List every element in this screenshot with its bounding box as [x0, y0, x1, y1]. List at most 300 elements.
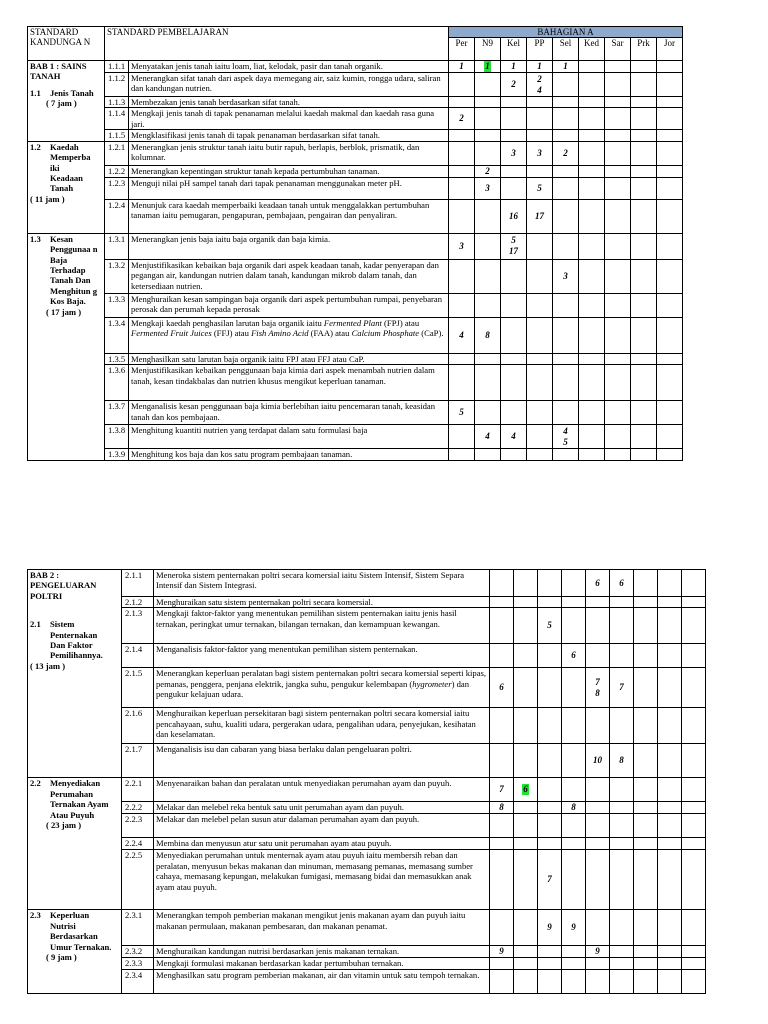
level-cell: [631, 401, 657, 425]
sp-description: [129, 317, 449, 353]
level-cell: [634, 970, 658, 994]
level-cell: [501, 259, 527, 293]
sk-hours: ( 13 jam ): [30, 660, 66, 671]
level-cell: [501, 425, 527, 449]
sp-code: 1.1.2: [105, 73, 129, 97]
level-cell: [490, 970, 514, 994]
sp-description: Menganalisis kesan penggunaan baja kimia berlebihan iaitu pencemaran tanah, keasidan tanah dan kos pembajaan.: [129, 401, 449, 425]
level-cell: [490, 802, 514, 814]
level-cell: [586, 668, 610, 708]
level-cell: [610, 608, 634, 644]
sk-hours: ( 17 jam ): [46, 306, 82, 317]
sp-code: 1.1.5: [105, 130, 129, 141]
sk-number: 2.2: [30, 778, 41, 789]
sp-code: 2.3.3: [122, 958, 154, 970]
level-cell: [538, 708, 562, 744]
sp-description: Menerangkan sifat tanah dari aspek daya memegang air, saiz kumin, rongga udara, saliran dan kandungan nutrien.: [129, 73, 449, 97]
sp-description: Menghuraikan keperluan persekitaran bagi sistem penternakan poltri secara komersial iaitu pencahayaan, suhu, kualiti udara, pergerakan udara, pengalihan udara, penyejukan, kesihatan dan keselamatan.: [154, 708, 490, 744]
description-part: ) dan pengukur kelajuan udara.: [156, 678, 470, 700]
level-cell: [449, 353, 475, 364]
sk-hours: ( 11 jam ): [30, 193, 65, 204]
level-cell: [490, 744, 514, 778]
level-cell: [658, 778, 682, 802]
level-cell: [553, 61, 579, 73]
sp-description: Menghasilkan satu program pemberian makanan, air dan vitamin untuk satu tempoh ternakan.: [154, 970, 490, 994]
level-cell: [658, 744, 682, 778]
sk-title: Kesan Penggunaa n Baja Terhadap Tanah Dan Menghitun g Kos Baja.: [50, 233, 98, 307]
level-cell: [514, 910, 538, 946]
level-cell: [682, 708, 706, 744]
level-cell: [658, 608, 682, 644]
level-cell: [631, 233, 657, 259]
sp-description: Menganalisis isu dan cabaran yang biasa berlaku dalan pengeluaran poltri.: [154, 744, 490, 778]
sp-code: 1.3.9: [105, 449, 129, 461]
sp-description: Menguji nilai pH sampel tanah dari tapak penanaman menggunakan meter pH.: [129, 177, 449, 199]
level-cell: [579, 97, 605, 108]
level-cell: [514, 570, 538, 597]
level-value: 9: [595, 946, 600, 957]
level-cell: [475, 130, 501, 141]
level-value: 5: [511, 235, 516, 246]
sp-code: 2.1.2: [122, 597, 154, 608]
level-cell: [449, 177, 475, 199]
level-cell: [682, 597, 706, 608]
level-cell: [553, 199, 579, 233]
bab-title: BAB 1 : SAINS TANAH: [30, 61, 87, 82]
level-cell: [475, 401, 501, 425]
level-cell: [562, 570, 586, 597]
description-part: (CaP).: [419, 328, 444, 339]
level-cell: [579, 401, 605, 425]
level-cell: [586, 838, 610, 850]
sk-title: Jenis Tanah: [50, 87, 94, 98]
sp-code: 1.3.1: [105, 233, 129, 259]
level-cell: [605, 233, 631, 259]
level-cell: [475, 141, 501, 165]
level-cell: [475, 233, 501, 259]
sp-code: 2.2.4: [122, 838, 154, 850]
level-value: 3: [459, 240, 464, 251]
level-cell: [490, 644, 514, 668]
level-value: 3: [511, 147, 516, 158]
level-cell: [501, 401, 527, 425]
level-cell: [527, 130, 553, 141]
table-row: [28, 608, 706, 644]
sp-code: 1.3.8: [105, 425, 129, 449]
level-cell: [501, 449, 527, 461]
level-cell: [658, 597, 682, 608]
level-cell: [475, 97, 501, 108]
level-cell: [586, 814, 610, 838]
level-cell: [634, 778, 658, 802]
level-header: Sar: [605, 38, 631, 61]
sp-description: Melakar dan melebel pelan susun atur dalaman perumahan ayam dan puyuh.: [154, 814, 490, 838]
description-part: (FAA) atau: [308, 328, 352, 339]
level-cell: [562, 708, 586, 744]
level-value: 7: [547, 874, 552, 885]
level-cell: [538, 802, 562, 814]
level-value: 17: [509, 246, 519, 257]
level-cell: [449, 365, 475, 401]
level-cell: [586, 597, 610, 608]
level-header: N9: [475, 38, 501, 61]
level-cell: [631, 165, 657, 177]
level-cell: [527, 141, 553, 165]
level-cell: [657, 73, 683, 97]
level-cell: [475, 293, 501, 317]
level-cell: [562, 814, 586, 838]
level-cell: [658, 708, 682, 744]
sp-code: 1.3.4: [105, 317, 129, 353]
level-cell: [475, 165, 501, 177]
level-value: 4: [537, 84, 542, 95]
level-cell: [553, 317, 579, 353]
level-cell: [682, 744, 706, 778]
level-cell: [514, 668, 538, 708]
level-cell: [631, 293, 657, 317]
table-row: [28, 317, 683, 353]
level-cell: [538, 970, 562, 994]
level-cell: [449, 165, 475, 177]
sp-description: Menyatakan jenis tanah iaitu loam, liat, kelodak, pasir dan tanah organik.: [129, 61, 449, 73]
description-part: Menerangkan keperluan peralatan bagi sistem penternakan poltri secara komersial seperti kipas, pemanas, penggera, penjana elektrik, jangka suhu, pengukur kelembapan (: [156, 668, 487, 689]
level-cell: [631, 130, 657, 141]
level-cell: [605, 365, 631, 401]
sp-description: Menjustifikasikan kebaikan penggunaan baja kimia dari aspek menambah nutrien dalam tanah, kesan tindakbalas dan nutrien khusus mengikut keperluan tanaman.: [129, 365, 449, 401]
level-cell: [538, 850, 562, 910]
level-value: 8: [571, 802, 576, 813]
level-cell: [682, 958, 706, 970]
level-cell: [658, 850, 682, 910]
level-cell: [605, 108, 631, 130]
level-value: 5: [547, 620, 552, 631]
level-cell: [682, 644, 706, 668]
sk-cell-2-1: [28, 570, 122, 778]
level-value: 6: [523, 784, 528, 795]
level-cell: [490, 708, 514, 744]
sp-code: 2.1.5: [122, 668, 154, 708]
level-cell: [514, 708, 538, 744]
table-row: [28, 946, 706, 958]
level-cell: [610, 946, 634, 958]
level-cell: [605, 449, 631, 461]
level-cell: [475, 317, 501, 353]
level-cell: [527, 293, 553, 317]
level-cell: [610, 778, 634, 802]
sp-description: Menunjuk cara kaedah memperbaiki keadaan tanah untuk menggalakkan pertumbuhan tanaman iaitu pemugaran, pengapuran, pembajaan, pengairan dan penyaliran.: [129, 199, 449, 233]
level-value: 2: [511, 79, 516, 89]
level-cell: [490, 597, 514, 608]
italic-term: Fish Amino Acid: [251, 328, 309, 339]
sp-description: Meneroka sistem penternakan poltri secara komersial iaitu Sistem Intensif, Sistem Separa Intensif dan Sistem Integrasi.: [154, 570, 490, 597]
level-cell: [538, 644, 562, 668]
level-cell: [586, 608, 610, 644]
level-cell: [682, 850, 706, 910]
sk-number: 1.1: [30, 87, 41, 98]
sp-code: 1.2.2: [105, 165, 129, 177]
level-cell: [553, 73, 579, 97]
level-cell: [657, 165, 683, 177]
level-cell: [657, 317, 683, 353]
level-cell: [490, 850, 514, 910]
level-cell: [657, 177, 683, 199]
sp-code: 1.3.6: [105, 365, 129, 401]
level-cell: [527, 365, 553, 401]
level-cell: [501, 61, 527, 73]
level-cell: [579, 165, 605, 177]
table-bab-1: [27, 26, 683, 461]
table-row: [28, 401, 683, 425]
level-header: Jor: [657, 38, 683, 61]
sp-code: 1.2.1: [105, 141, 129, 165]
level-cell: [553, 449, 579, 461]
sp-description: Melakar dan melebel reka bentuk satu unit perumahan ayam dan puyuh.: [154, 802, 490, 814]
level-cell: [553, 425, 579, 449]
level-cell: [631, 61, 657, 73]
level-cell: [490, 570, 514, 597]
level-value: 4: [459, 329, 464, 340]
level-value: 5: [537, 182, 542, 193]
level-cell: [527, 449, 553, 461]
level-cell: [501, 199, 527, 233]
level-cell: [579, 130, 605, 141]
level-cell: [634, 802, 658, 814]
level-cell: [586, 910, 610, 946]
bab-title: BAB 2 : PENGELUARAN POLTRI: [30, 570, 97, 601]
sp-code: 2.2.5: [122, 850, 154, 910]
level-value: 17: [535, 210, 545, 221]
level-value: 7: [619, 682, 624, 693]
level-cell: [449, 199, 475, 233]
level-cell: [657, 233, 683, 259]
sp-code: 2.2.3: [122, 814, 154, 838]
level-cell: [538, 597, 562, 608]
level-cell: [605, 141, 631, 165]
level-cell: [562, 597, 586, 608]
sp-code: 1.3.3: [105, 293, 129, 317]
level-cell: [490, 946, 514, 958]
level-cell: [514, 778, 538, 802]
level-value: 8: [619, 755, 624, 766]
level-cell: [657, 108, 683, 130]
level-cell: [634, 668, 658, 708]
level-cell: [475, 353, 501, 364]
level-cell: [538, 668, 562, 708]
sp-description: Menjustifikasikan kebaikan baja organik dari aspek keadaan tanah, kadar penyerapan dan pegangan air, kandungan nutrien dalam tanah, kandungan mikrob dalam tanah, dan ketersediaan nutrien.: [129, 259, 449, 293]
sp-description: Membina dan menyusun atur satu unit perumahan ayam atau puyuh.: [154, 838, 490, 850]
level-cell: [682, 570, 706, 597]
sp-code: 2.1.3: [122, 608, 154, 644]
level-cell: [490, 778, 514, 802]
level-value: 8: [499, 802, 504, 813]
table-row: [28, 141, 683, 165]
level-cell: [527, 199, 553, 233]
table-row: [28, 708, 706, 744]
level-cell: [658, 958, 682, 970]
level-cell: [514, 802, 538, 814]
sk-title: Sistem Penternakan Dan Faktor Pemilihannya.: [50, 619, 103, 661]
level-cell: [538, 608, 562, 644]
table-row: [28, 910, 706, 946]
level-value: 6: [499, 682, 504, 693]
level-cell: [527, 177, 553, 199]
level-cell: [562, 970, 586, 994]
table-row: [28, 778, 706, 802]
level-cell: [562, 910, 586, 946]
sp-code: 2.3.2: [122, 946, 154, 958]
sp-code: 1.3.7: [105, 401, 129, 425]
sp-code: 1.2.4: [105, 199, 129, 233]
level-cell: [657, 365, 683, 401]
level-cell: [553, 401, 579, 425]
level-cell: [490, 668, 514, 708]
level-cell: [475, 425, 501, 449]
level-cell: [682, 802, 706, 814]
level-cell: [490, 814, 514, 838]
level-cell: [579, 73, 605, 97]
sk-title: Kaedah Memperba iki Keadaan Tanah: [50, 141, 91, 194]
level-cell: [449, 425, 475, 449]
level-cell: [553, 141, 579, 165]
level-cell: [657, 449, 683, 461]
level-cell: [538, 946, 562, 958]
table-row: [28, 449, 683, 461]
level-cell: [579, 108, 605, 130]
sk-cell-2-3: [28, 910, 122, 994]
table-row: [28, 165, 683, 177]
level-cell: [538, 910, 562, 946]
level-cell: [586, 570, 610, 597]
level-cell: [553, 165, 579, 177]
level-cell: [501, 73, 527, 97]
level-cell: [579, 233, 605, 259]
header-bahagian: BAHAGIAN A: [449, 27, 683, 38]
table-row: [28, 744, 706, 778]
level-cell: [682, 946, 706, 958]
description-part: (FPJ) atau: [381, 317, 420, 328]
level-cell: [562, 744, 586, 778]
sp-code: 1.3.5: [105, 353, 129, 364]
level-cell: [634, 644, 658, 668]
level-cell: [514, 946, 538, 958]
level-cell: [682, 814, 706, 838]
level-cell: [610, 570, 634, 597]
level-header: PP: [527, 38, 553, 61]
level-cell: [475, 73, 501, 97]
level-value: 2: [563, 147, 568, 158]
sp-description: Menyediakan perumahan untuk menternak ayam atau puyuh iaitu membersih reban dan peralatan, menyusun bekas makanan dan minuman, memasang pemanas, memasang sumber cahaya, memasang kepungan, melakukan fumigasi, memasang bidai dan memasukkan anak ayam atau puyuh.: [154, 850, 490, 910]
level-cell: [610, 668, 634, 708]
level-value: 9: [571, 922, 576, 933]
level-cell: [610, 744, 634, 778]
level-cell: [553, 259, 579, 293]
level-cell: [610, 910, 634, 946]
level-cell: [605, 130, 631, 141]
level-cell: [586, 644, 610, 668]
level-cell: [658, 644, 682, 668]
level-cell: [538, 838, 562, 850]
level-cell: [657, 353, 683, 364]
level-cell: [501, 353, 527, 364]
level-value: 8: [485, 329, 490, 340]
level-cell: [657, 259, 683, 293]
sp-description: Menghuraikan kandungan nutrisi berdasarkan jenis makanan ternakan.: [154, 946, 490, 958]
level-cell: [562, 946, 586, 958]
level-cell: [449, 317, 475, 353]
level-cell: [475, 177, 501, 199]
level-cell: [634, 910, 658, 946]
level-cell: [610, 597, 634, 608]
level-cell: [527, 353, 553, 364]
level-cell: [501, 141, 527, 165]
level-cell: [514, 958, 538, 970]
level-header: Sel: [553, 38, 579, 61]
level-cell: [631, 317, 657, 353]
level-cell: [449, 97, 475, 108]
sk-number: 1.2: [30, 141, 41, 152]
sp-description: Menghasilkan satu larutan baja organik iaitu FPJ atau FFJ atau CaP.: [129, 353, 449, 364]
level-cell: [553, 177, 579, 199]
level-cell: [610, 958, 634, 970]
level-value: 9: [499, 946, 504, 957]
level-cell: [658, 946, 682, 958]
level-value: 7: [595, 676, 600, 687]
level-cell: [610, 814, 634, 838]
sk-cell-2-2: [28, 778, 122, 910]
sp-description: Mengkaji jenis tanah di tapak penanaman melalui kaedah makmal dan kaedah rasa guna jari.: [129, 108, 449, 130]
sp-description: Menghuraikan kesan sampingan baja organik dari aspek pertumbuhan rumpai, penyebaran perosak dan perumah kepada perosak: [129, 293, 449, 317]
level-cell: [657, 401, 683, 425]
level-cell: [657, 130, 683, 141]
table-row: [28, 425, 683, 449]
sp-description: Menghitung kos baja dan kos satu program pembajaan tanaman.: [129, 449, 449, 461]
level-header: Per: [449, 38, 475, 61]
level-cell: [605, 317, 631, 353]
table-bab-2: [27, 569, 706, 994]
level-cell: [631, 141, 657, 165]
level-value: 16: [509, 210, 519, 221]
sk-cell-1-2: [28, 141, 105, 233]
level-cell: [579, 317, 605, 353]
table-row: [28, 177, 683, 199]
level-cell: [538, 958, 562, 970]
sp-description: Mengklasifikasi jenis tanah di tapak penanaman berdasarkan sifat tanah.: [129, 130, 449, 141]
table-row: [28, 61, 683, 73]
sk-hours: ( 9 jam ): [46, 952, 77, 963]
level-cell: [682, 668, 706, 708]
level-cell: [605, 199, 631, 233]
level-cell: [553, 130, 579, 141]
table-row: [28, 259, 683, 293]
level-cell: [562, 958, 586, 970]
sp-description: Menerangkan tempoh pemberian makanan mengikut jenis makanan ayam dan puyuh iaitu makanan permulaan, makanan pembesaran, dan makanan penamat.: [154, 910, 490, 946]
sp-code: 2.1.1: [122, 570, 154, 597]
level-cell: [579, 353, 605, 364]
level-cell: [658, 910, 682, 946]
level-cell: [631, 449, 657, 461]
level-cell: [634, 744, 658, 778]
level-cell: [490, 910, 514, 946]
sk-hours: ( 23 jam ): [46, 820, 82, 831]
level-cell: [605, 353, 631, 364]
table-row: [28, 814, 706, 838]
italic-term: Calcium Phosphate: [351, 328, 420, 339]
level-value: 3: [563, 270, 568, 281]
level-cell: [501, 177, 527, 199]
level-cell: [527, 97, 553, 108]
sp-code: 1.1.3: [105, 97, 129, 108]
level-cell: [527, 165, 553, 177]
